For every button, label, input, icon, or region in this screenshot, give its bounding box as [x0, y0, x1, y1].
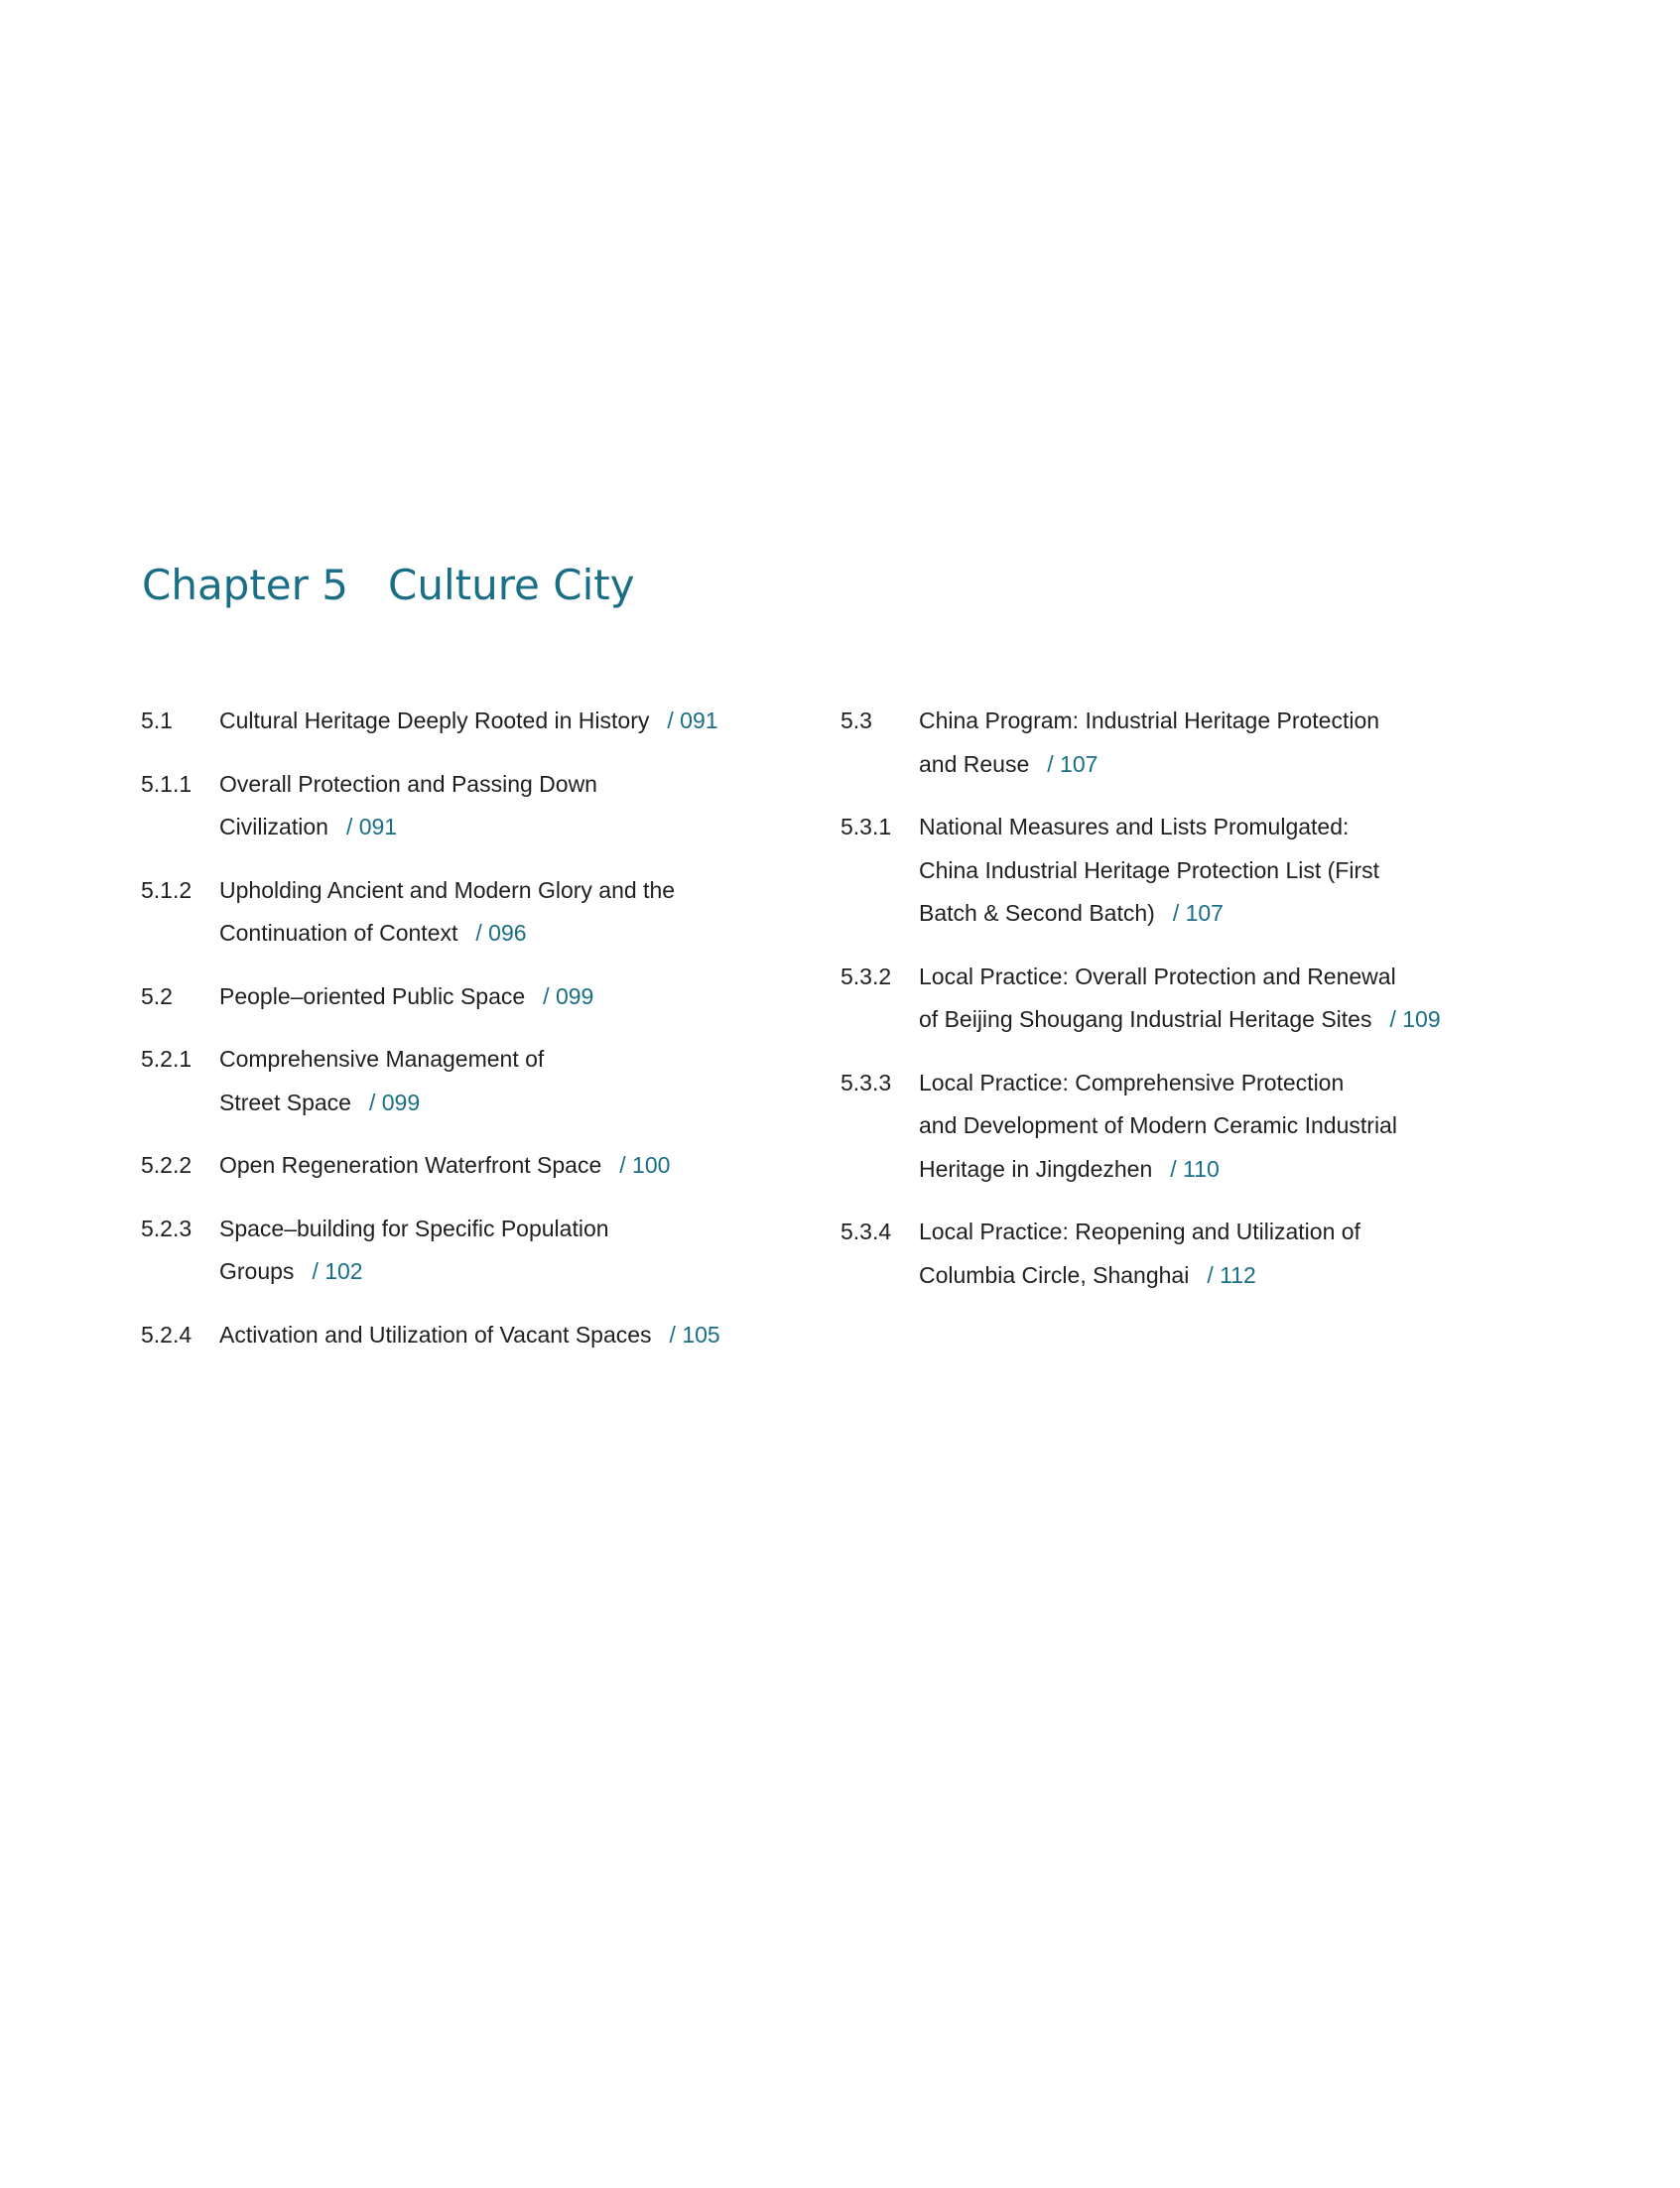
toc-entry[interactable] — [840, 1062, 1535, 1192]
toc-entry-number: 5.1.2 — [141, 876, 193, 903]
toc-entry[interactable] — [141, 1314, 816, 1357]
toc-entry-title-line — [919, 998, 1535, 1042]
toc-entry-title-text: Street Space — [219, 1089, 351, 1115]
toc-page-number[interactable]: / 099 — [543, 982, 594, 1009]
toc-page-number[interactable]: / 107 — [1172, 900, 1224, 926]
toc-entry-title-text: Civilization — [219, 814, 328, 839]
toc-column-left — [141, 700, 816, 1376]
toc-entry-title-line — [219, 1314, 816, 1357]
toc-page-number[interactable]: / 112 — [1207, 1261, 1256, 1288]
toc-entry-title-line — [219, 1208, 816, 1251]
toc-entry-title-line — [919, 1148, 1535, 1192]
toc-entry-title-line — [919, 806, 1535, 849]
toc-entry-number: 5.2.4 — [141, 1321, 193, 1348]
toc-entry-title-line — [919, 892, 1535, 936]
toc-entry-title-text: Activation and Utilization of Vacant Spaces — [219, 1321, 652, 1348]
toc-entry-title-line — [219, 806, 816, 849]
toc-entry-title-line — [219, 1144, 816, 1188]
toc-entry-title — [219, 975, 816, 1019]
toc-entry-title-text: Columbia Circle, Shanghai — [919, 1261, 1190, 1288]
toc-entry[interactable] — [840, 806, 1535, 936]
toc-entry-title-line — [219, 912, 816, 956]
toc-entry-title-line — [919, 1062, 1535, 1105]
toc-entry[interactable] — [840, 700, 1535, 786]
chapter-number: Chapter 5 — [142, 561, 348, 609]
toc-entry-number: 5.3 — [840, 708, 872, 733]
toc-entry-title — [219, 1144, 816, 1188]
toc-entry-title-text: China Industrial Heritage Protection List (First — [919, 856, 1380, 883]
toc-entry-title-line — [219, 763, 816, 807]
toc-entry-title — [919, 1062, 1535, 1192]
toc-entry-number: 5.2.2 — [141, 1152, 193, 1178]
toc-entry-title — [219, 763, 816, 849]
toc-entry-number: 5.3.3 — [840, 1069, 892, 1095]
toc-page-number[interactable]: / 105 — [669, 1321, 720, 1348]
toc-entry-title-text: Local Practice: Overall Protection and Renewal — [919, 963, 1396, 989]
toc-entry-title — [919, 956, 1535, 1042]
toc-entry-title-line — [919, 743, 1535, 787]
toc-entry-number: 5.2.3 — [141, 1215, 193, 1241]
toc-entry[interactable] — [840, 1211, 1535, 1297]
toc-entry-number: 5.1.1 — [141, 770, 193, 797]
toc-entry-number: 5.3.1 — [840, 814, 892, 839]
toc-entry-title — [219, 700, 816, 743]
toc-entry-title-line — [219, 700, 816, 743]
toc-entry-title-line — [219, 1250, 816, 1294]
toc-entry-title — [919, 700, 1535, 786]
toc-entry-title-text: China Program: Industrial Heritage Protection — [919, 708, 1380, 733]
toc-entry-title-text: Cultural Heritage Deeply Rooted in History — [219, 708, 650, 733]
toc-entry-number: 5.3.2 — [840, 963, 892, 989]
toc-entry-title-text: National Measures and Lists Promulgated: — [919, 814, 1350, 839]
toc-entry-title — [919, 1211, 1535, 1297]
toc-page-number[interactable]: / 100 — [619, 1152, 671, 1178]
toc-page-number[interactable]: / 110 — [1170, 1155, 1220, 1182]
toc-entry-title-line — [919, 849, 1535, 893]
toc-entry-title — [219, 1038, 816, 1124]
toc-entry[interactable] — [141, 1208, 816, 1294]
toc-entry-title-line — [219, 1082, 816, 1125]
toc-entry-title-text: Local Practice: Comprehensive Protection — [919, 1069, 1345, 1095]
toc-entry-title-text: Heritage in Jingdezhen — [919, 1155, 1153, 1182]
toc-entry-title-line — [219, 869, 816, 913]
toc-entry-title-line — [219, 975, 816, 1019]
toc-page-number[interactable]: / 099 — [368, 1089, 421, 1115]
toc-entry-title-text: Batch & Second Batch) — [919, 900, 1155, 926]
toc-page-number[interactable]: / 109 — [1389, 1006, 1441, 1032]
toc-entry-title-text: Groups — [219, 1258, 295, 1284]
toc-entry[interactable] — [840, 956, 1535, 1042]
toc-entry-title — [919, 806, 1535, 936]
toc-entry[interactable] — [141, 763, 816, 849]
toc-entry-title-text: and Reuse — [919, 750, 1030, 777]
toc-entry[interactable] — [141, 1038, 816, 1124]
toc-entry-title-text: of Beijing Shougang Industrial Heritage Sites — [919, 1006, 1372, 1032]
chapter-title — [142, 556, 635, 615]
toc-entry-title — [219, 1208, 816, 1294]
toc-entry-title-line — [219, 1038, 816, 1082]
toc-entry-title-text: and Development of Modern Ceramic Industrial — [919, 1112, 1397, 1138]
toc-entry[interactable] — [141, 975, 816, 1019]
toc-entry-title-text: People–oriented Public Space — [219, 982, 526, 1009]
toc-entry[interactable] — [141, 869, 816, 956]
toc-page-number[interactable]: / 091 — [667, 708, 718, 733]
toc-column-right — [840, 700, 1535, 1317]
toc-entry-title — [219, 1314, 816, 1357]
toc-entry-title-line — [919, 1104, 1535, 1148]
toc-page-number[interactable]: / 102 — [312, 1258, 363, 1284]
toc-entry-title-text: Local Practice: Reopening and Utilization of — [919, 1219, 1360, 1244]
toc-entry-number: 5.2.1 — [141, 1046, 193, 1072]
toc-entry-title-line — [919, 956, 1535, 999]
toc-entry-title-line — [919, 1211, 1535, 1254]
toc-page-number[interactable]: / 096 — [475, 920, 527, 946]
toc-entry-title-line — [919, 700, 1535, 743]
toc-page-number[interactable]: / 107 — [1047, 750, 1098, 777]
toc-entry-number: 5.1 — [141, 708, 173, 733]
toc-entry-title — [219, 869, 816, 956]
chapter-name: Culture City — [388, 561, 635, 609]
toc-page-number[interactable]: / 091 — [345, 814, 398, 839]
toc-entry-title-text: Overall Protection and Passing Down — [219, 770, 597, 797]
toc-entry-title-line — [919, 1254, 1535, 1298]
toc-entry-title-text: Continuation of Context — [219, 920, 458, 946]
toc-entry-title-text: Comprehensive Management of — [219, 1046, 545, 1072]
toc-entry-title-text: Upholding Ancient and Modern Glory and the — [219, 876, 676, 903]
toc-entry-title-text: Open Regeneration Waterfront Space — [219, 1152, 602, 1178]
toc-entry[interactable] — [141, 700, 816, 743]
toc-entry-number: 5.2 — [141, 982, 173, 1009]
toc-entry[interactable] — [141, 1144, 816, 1188]
toc-entry-number: 5.3.4 — [840, 1219, 892, 1244]
toc-entry-title-text: Space–building for Specific Population — [219, 1215, 609, 1241]
